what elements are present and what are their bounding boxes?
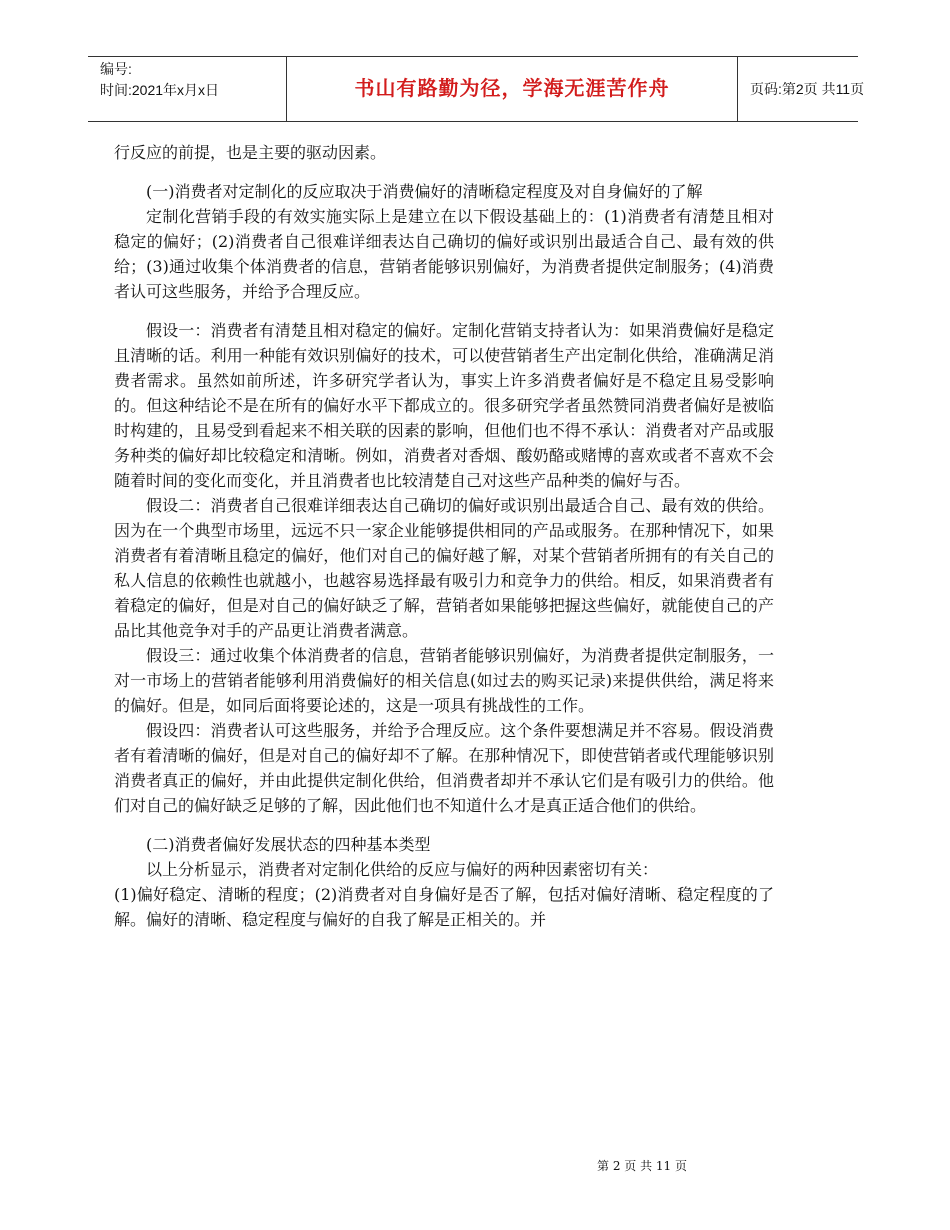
paragraph-assumption-2: 假设二：消费者自己很难详细表达自己确切的偏好或识别出最适合自己、最有效的供给。因为在一个典型市场里，远远不只一家企业能够提供相同的产品或服务。在那种情况下，如果消费者有着清晰且稳定的偏好，他们对自己的偏好越了解，对某个营销者所拥有的有关自己的私人信息的依赖性也就越小，也越容易选择最有吸引力和竞争力的供给。相反，如果消费者有着稳定的偏好，但是对自己的偏好缺乏了解，营销者如果能够把握这些偏好，就能使自己的产品比其他竞争对手的产品更让消费者满意。 bbox=[114, 496, 774, 640]
section-heading-1: (一)消费者对定制化的反应取决于消费偏好的清晰稳定程度及对自身偏好的了解 bbox=[146, 182, 703, 201]
paragraph-analysis: 以上分析显示，消费者对定制化供给的反应与偏好的两种因素密切有关： bbox=[146, 860, 659, 879]
paragraph-assumption-4: 假设四：消费者认可这些服务，并给予合理反应。这个条件要想满足并不容易。假设消费者有着清晰的偏好，但是对自己的偏好却不了解。在那种情况下，即使营销者或代理能够识别消费者真正的偏好，并由此提供定制化供给，但消费者却并不承认它们是有吸引力的供给。他们对自己的偏好缺乏足够的了解，因此他们也不知道什么才是真正适合他们的供给。 bbox=[114, 721, 774, 815]
paragraph-continuation: 行反应的前提，也是主要的驱动因素。 bbox=[114, 143, 387, 162]
paragraph-assumption-1: 假设一：消费者有清楚且相对稳定的偏好。定制化营销支持者认为：如果消费偏好是稳定且清晰的话。利用一种能有效识别偏好的技术，可以使营销者生产出定制化供给，准确满足消费者需求。虽然如前所述，许多研究学者认为，事实上许多消费者偏好是不稳定且易受影响的。但这种结论不是在所有的偏好水平下都成立的。很多研究学者虽然赞同消费者偏好是被临时构建的，且易受到看起来不相关联的因素的影响，但他们也不得不承认：消费者对产品或服务种类的偏好却比较稳定和清晰。例如，消费者对香烟、酸奶酪或赌博的喜欢或者不喜欢不会随着时间的变化而变化，并且消费者也比较清楚自己对这些产品种类的偏好与否。 bbox=[114, 321, 774, 490]
document-number-label: 编号: bbox=[100, 61, 132, 77]
section-heading-2: (二)消费者偏好发展状态的四种基本类型 bbox=[146, 835, 431, 854]
page-footer: 第 2 页 共 11 页 bbox=[597, 1159, 687, 1173]
header-page-info: 页码:第2页 共11页 bbox=[750, 81, 865, 97]
header-motto: 书山有路勤为径，学海无涯苦作舟 bbox=[286, 56, 738, 122]
paragraph-assumption-3: 假设三：通过收集个体消费者的信息，营销者能够识别偏好，为消费者提供定制服务，一对一市场上的营销者能够利用消费偏好的相关信息(如过去的购买记录)来提供供给，满足将来的偏好。但是，如同后面将要论述的，这是一项具有挑战性的工作。 bbox=[114, 646, 774, 715]
page-header bbox=[88, 56, 865, 122]
header-meta bbox=[100, 59, 286, 101]
paragraph-factors: (1)偏好稳定、清晰的程度；(2)消费者对自身偏好是否了解，包括对偏好清晰、稳定程度的了解。偏好的清晰、稳定程度与偏好的自我了解是正相关的。并 bbox=[114, 885, 774, 929]
paragraph-assumptions: 定制化营销手段的有效实施实际上是建立在以下假设基础上的：(1)消费者有清楚且相对稳定的偏好；(2)消费者自己很难详细表达自己确切的偏好或识别出最适合自己、最有效的供给；(3)通过收集个体消费者的信息，营销者能够识别偏好，为消费者提供定制服务；(4)消费者认可这些服务，并给予合理反应。 bbox=[114, 207, 774, 301]
document-body bbox=[114, 140, 774, 932]
document-time-label: 时间:2021年x月x日 bbox=[100, 82, 220, 98]
